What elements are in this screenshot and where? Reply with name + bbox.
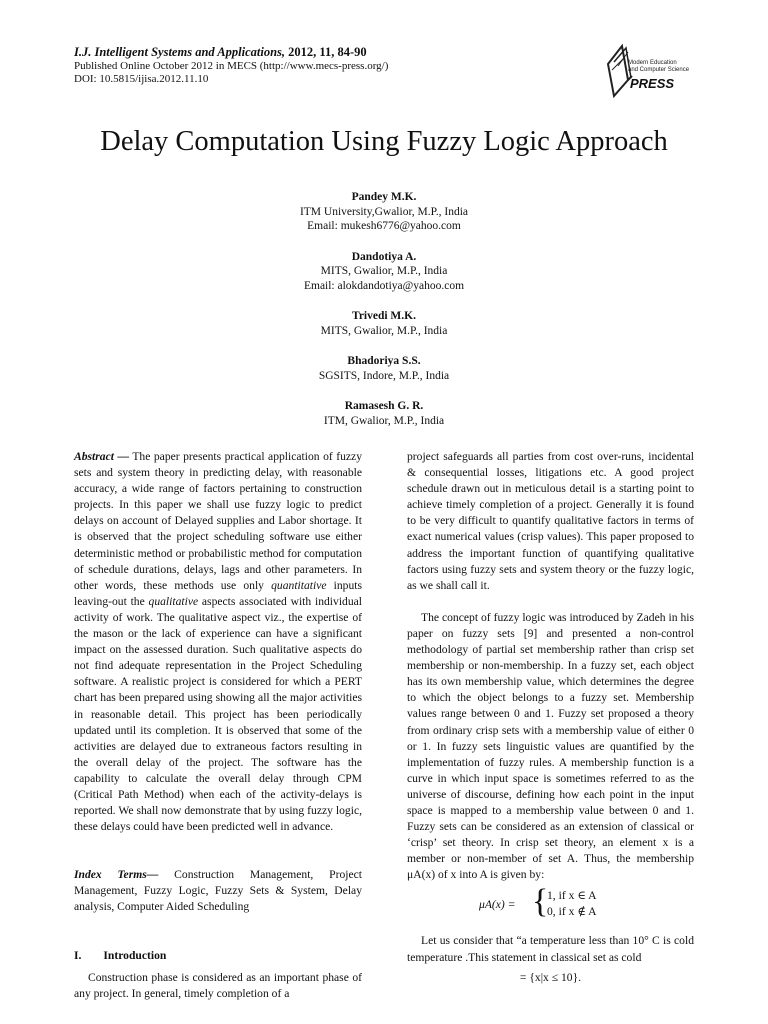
journal-citation: I.J. Intelligent Systems and Applications, 2012, 11, 84-90 [74,45,367,59]
author-name: Ramasesh G. R. [344,400,424,412]
author-name: Trivedi M.K. [352,310,416,322]
author-block [0,399,768,428]
author-block [0,190,768,234]
author-affiliation: MITS, Gwalior, M.P., India [320,324,448,337]
body-paragraph-3: Let us consider that “a temperature less than 10° C is cold temperature .This statement in classical set as cold [407,934,694,964]
formula-case-1: 1, if x ∈ A [547,889,597,903]
brace-icon: { [532,883,549,921]
published-line: Published Online October 2012 in MECS (http://www.mecs-press.org/) [74,59,389,72]
index-terms: Index Terms— Construction Management, Project Management, Fuzzy Logic, Fuzzy Sets & System, Delay analysis, Computer Aided Scheduling [74,868,362,914]
author-list [0,190,768,444]
author-affiliation: MITS, Gwalior, M.P., India [320,265,448,277]
author-email: Email: mukesh6776@yahoo.com [307,220,461,232]
abstract: Abstract — The paper presents practical application of fuzzy sets and system theory in predicting delay, with reasonable accuracy, a wide range of factors pertaining to construction projects. In this paper we shall use fuzzy logic to predict delays on account of Delayed supplies and Labor shortage. It is observed that the project scheduling software use either deterministic method or probabilistic method for computation of schedule durations, delays, lags and other parameters. In other words, these methods use only quantitative inputs leaving-out the qualitative aspects associated with individual activity of work. The qualitative aspect viz., the expertise of the mason or the lack of experience can have a significant impact on the assessed duration. Such qualitative aspects do not find adequate representation in the Project Scheduling software. A realistic project is considered for which a PERT chart has been prepared using showing all the major activities in reasonable detail. This project has been periodically updated until its completion. It is observed that some of the activities are delayed due to extraneous factors resulting in the overall delay of the project. The software has the capability to calculate the overall delay through CPM (Critical Path Method) when each of the activity-delays is reported. We shall now demonstrate that by using fuzzy logic, these delays could have been predicted well in advance. [74,450,363,834]
author-affiliation: ITM University,Gwalior, M.P., India [299,205,469,218]
author-name: Pandey M.K. [351,191,417,203]
mecs-press-logo [606,40,706,98]
body-paragraph-2: The concept of fuzzy logic was introduced by Zadeh in his paper on fuzzy sets [9] and presented a non-control methodology of partial set membership rather than crisp set membership or non-membership. In a fuzzy set, each object has its own membership value, which determines the degree to which the object belongs to a fuzzy set. Membership values range between 0 and 1. Fuzzy set proposed a theory from ordinary crisp sets with a membership value of either 0 or 1. In fuzzy sets linguistic values are quantified by the implementation of fuzzy rules. A membership function is a curve in which input space is sometimes referred to as the universe of discourse, defining how each point in the input space is mapped to a membership value between 0 and 1. Fuzzy sets can be considered as an extension of classical or ‘crisp’ set theory. In crisp set theory, an element x is a member or non-member of set A. Thus, the membership μA(x) of x into A is given by: [407,610,694,882]
membership-formula [407,883,694,923]
author-name: Bhadoriya S.S. [347,355,421,367]
author-block [0,354,768,383]
logo-line1: Modern Education [628,60,677,66]
abstract-label: Abstract — [74,450,130,463]
journal-header [74,46,388,87]
author-block [0,309,768,338]
author-affiliation: ITM, Gwalior, M.P., India [323,414,445,427]
logo-line2: and Computer Science [628,66,690,73]
doi-line: DOI: 10.5815/ijisa.2012.11.10 [74,73,209,85]
index-terms-label: Index Terms— [74,868,159,882]
right-column [407,449,694,986]
logo-press: PRESS [630,76,675,91]
author-name: Dandotiya A. [351,250,417,263]
formula-lhs: μA(x) = [479,898,516,912]
body-paragraph-1: project safeguards all parties from cost over-runs, incidental & consequential losses, litigations etc. A good project schedule drawn out in meticulous detail is a starting point to achieve timely completion of a project. Generally it is found to be very difficult to quantify qualitative factors in terms of exact numerical values (crisp values). This paper proposed to address the important function of quantifying qualitative factors using fuzzy sets and system theory or the fuzzy logic, as we shall call it. [407,450,694,592]
formula-case-2: 0, if x ∉ A [547,905,597,919]
section-heading: I. Introduction [74,948,167,962]
left-column [74,449,362,1002]
author-email: Email: alokdandotiya@yahoo.com [303,279,465,292]
paper-title: Delay Computation Using Fuzzy Logic Approach [100,126,668,157]
author-block [0,250,768,294]
set-expression: = {x|x ≤ 10}. [519,970,582,984]
intro-paragraph: Construction phase is considered as an important phase of any project. In general, timely completion of a [74,970,362,1000]
author-affiliation: SGSITS, Indore, M.P., India [318,369,450,382]
